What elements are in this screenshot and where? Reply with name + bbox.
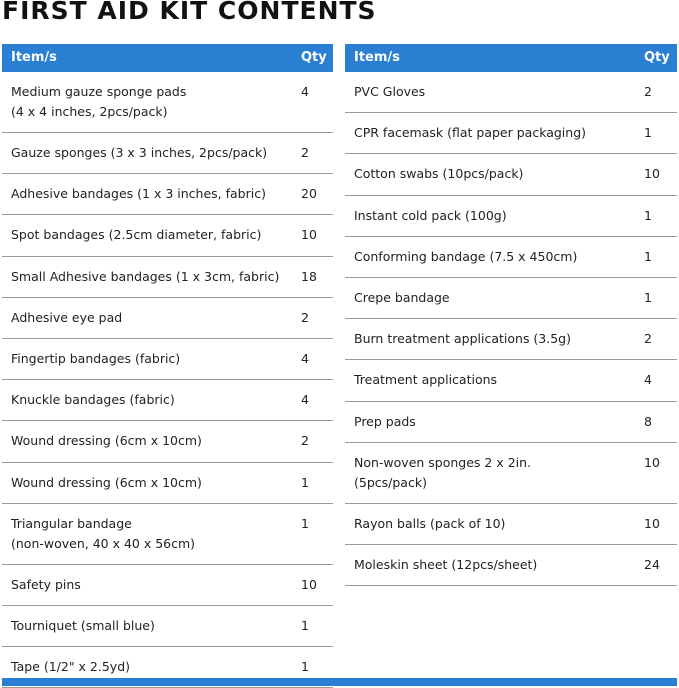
item-name: [11, 514, 195, 554]
item-name-line: (4 x 4 inches, 2pcs/pack): [11, 104, 168, 119]
item-name-line: Tape (1/2" x 2.5yd): [11, 659, 131, 675]
item-qty: 1: [301, 474, 309, 490]
table-row: [345, 113, 677, 154]
item-qty: 2: [644, 331, 652, 347]
item-name-line: Tourniquet (small blue): [11, 617, 155, 633]
item-name-line: Crepe bandage: [354, 289, 450, 305]
item-qty: 1: [301, 515, 309, 531]
item-name: [11, 308, 122, 328]
table-row: [2, 504, 333, 565]
item-name: [354, 329, 571, 349]
item-name-line: Non-woven sponges 2 x 2in.: [354, 454, 532, 470]
item-name-line: Adhesive eye pad: [11, 309, 123, 325]
item-column-header: Item/s: [11, 50, 57, 65]
item-qty: 10: [644, 515, 660, 531]
right-contents-table: [345, 44, 677, 586]
item-name: [354, 555, 537, 575]
item-qty: 1: [644, 125, 652, 141]
item-qty: 18: [301, 268, 317, 284]
item-name: [354, 453, 531, 493]
item-name: [11, 143, 267, 163]
table-row: [345, 72, 677, 113]
table-row: [2, 257, 333, 298]
item-name: [11, 225, 261, 245]
table-header: [2, 44, 333, 72]
left-contents-table: [2, 44, 333, 688]
table-row: [2, 133, 333, 174]
item-name-line: PVC Gloves: [354, 84, 426, 99]
table-row: [2, 380, 333, 421]
item-name-line: Knuckle bandages (fabric): [11, 392, 175, 408]
item-name-line: Rayon balls (pack of 10): [354, 515, 506, 531]
item-name-line: (non-woven, 40 x 40 x 56cm): [11, 535, 196, 551]
item-name-line: Cotton swabs (10pcs/pack): [354, 166, 524, 182]
table-row: [2, 298, 333, 339]
item-qty: 2: [301, 145, 309, 160]
item-name-line: Fingertip bandages (fabric): [11, 350, 181, 366]
item-name: [354, 247, 577, 267]
item-qty: 1: [301, 617, 309, 633]
item-name: [354, 412, 416, 432]
item-qty: 2: [644, 84, 652, 99]
item-name: [11, 431, 202, 451]
item-name-line: Moleskin sheet (12pcs/sheet): [354, 556, 538, 572]
qty-column-header: Qty: [301, 50, 327, 65]
item-qty: 1: [644, 289, 652, 305]
item-name: [354, 514, 505, 534]
item-qty: 1: [644, 207, 652, 223]
item-name: [11, 184, 266, 204]
table-row: [345, 319, 677, 360]
item-qty: 24: [644, 556, 660, 572]
table-row: [345, 196, 677, 237]
item-name-line: Treatment applications: [354, 372, 498, 388]
item-qty: 10: [301, 576, 317, 592]
item-qty: 4: [301, 392, 309, 408]
item-name: [354, 288, 450, 308]
item-name: [354, 82, 425, 102]
table-row: [345, 278, 677, 319]
item-qty: 1: [301, 659, 309, 675]
item-name-line: Medium gauze sponge pads: [11, 84, 187, 99]
item-name: [11, 390, 175, 410]
item-column-header: Item/s: [354, 50, 400, 65]
item-qty: 4: [301, 84, 309, 99]
item-qty: 4: [644, 372, 652, 388]
item-qty: 2: [301, 309, 309, 325]
item-name-line: Burn treatment applications (3.5g): [354, 331, 571, 347]
item-name-line: Safety pins: [11, 576, 81, 592]
item-name-line: Instant cold pack (100g): [354, 207, 507, 223]
item-name: [11, 267, 279, 287]
item-name: [354, 123, 586, 143]
item-qty: 10: [644, 454, 660, 470]
item-name-line: Triangular bandage: [11, 515, 132, 531]
item-name: [11, 82, 186, 122]
table-row: [345, 443, 677, 504]
item-qty: 10: [644, 166, 660, 182]
item-qty: 10: [301, 227, 317, 243]
bottom-accent-bar: [2, 678, 677, 686]
item-qty: 8: [644, 413, 652, 429]
table-row: [2, 606, 333, 647]
item-name: [354, 164, 523, 184]
table-row: [345, 504, 677, 545]
item-name-line: Small Adhesive bandages (1 x 3cm, fabric): [11, 268, 280, 284]
item-name: [354, 370, 497, 390]
item-name: [354, 206, 507, 226]
item-qty: 2: [301, 433, 309, 449]
item-name: [11, 349, 180, 369]
table-row: [2, 565, 333, 606]
table-row: [2, 463, 333, 504]
table-header: [345, 44, 677, 72]
table-row: [2, 421, 333, 462]
item-name: [11, 657, 130, 677]
qty-column-header: Qty: [644, 50, 670, 65]
table-row: [345, 545, 677, 586]
item-qty: 20: [301, 186, 317, 202]
item-name-line: Wound dressing (6cm x 10cm): [11, 433, 202, 449]
item-name-line: (5pcs/pack): [354, 474, 427, 490]
table-row: [345, 154, 677, 195]
table-row: [345, 360, 677, 401]
item-name-line: Adhesive bandages (1 x 3 inches, fabric): [11, 186, 266, 202]
item-qty: 4: [301, 350, 309, 366]
item-name-line: CPR facemask (flat paper packaging): [354, 125, 587, 141]
item-name-line: Conforming bandage (7.5 x 450cm): [354, 248, 578, 264]
item-name-line: Wound dressing (6cm x 10cm): [11, 474, 202, 490]
table-row: [2, 72, 333, 133]
table-row: [345, 402, 677, 443]
page-title: FIRST AID KIT CONTENTS: [2, 0, 377, 25]
item-qty: 1: [644, 248, 652, 264]
table-row: [2, 339, 333, 380]
table-row: [345, 237, 677, 278]
item-name-line: Gauze sponges (3 x 3 inches, 2pcs/pack): [11, 145, 268, 160]
table-row: [2, 215, 333, 256]
item-name-line: Spot bandages (2.5cm diameter, fabric): [11, 227, 262, 243]
item-name-line: Prep pads: [354, 413, 416, 429]
item-name: [11, 473, 202, 493]
item-name: [11, 575, 81, 595]
item-name: [11, 616, 155, 636]
table-row: [2, 174, 333, 215]
